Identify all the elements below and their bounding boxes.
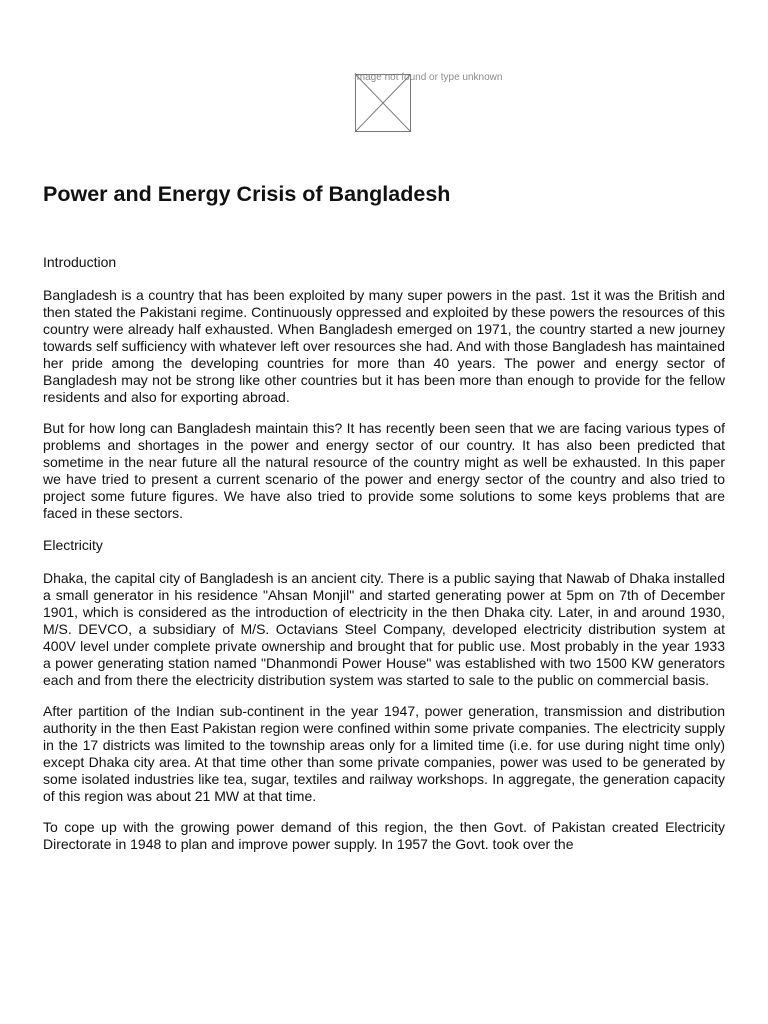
paragraph: Bangladesh is a country that has been exploited by many super powers in the past. 1st it was the British and then stated the Pakistani regime. Continuously oppressed and exploited by these powers the resources of this country were already half exhausted. When Bangladesh emerged on 1971, the country started a new journey towards self sufficiency with whatever left over resources she had. And with those Bangladesh has maintained her pride among the developing countries for more than 40 years. The power and energy sector of Bangladesh may not be strong like other countries but it has been more than enough to provide for the fellow residents and also for exporting abroad.: [43, 287, 725, 405]
paragraph: To cope up with the growing power demand of this region, the then Govt. of Pakistan created Electricity Directorate in 1948 to plan and improve power supply. In 1957 the Govt. took over the: [43, 819, 725, 852]
image-alt-text: Image not found or type unknown: [354, 72, 503, 83]
section-heading-introduction: Introduction: [43, 254, 117, 270]
section-heading-electricity: Electricity: [43, 537, 103, 553]
paragraph: But for how long can Bangladesh maintain this? It has recently been seen that we are facing various types of problems and shortages in the power and energy sector of our country. It has also been predicted that sometime in the near future all the natural resource of the country might as well be exhausted. In this paper we have tried to present a current scenario of the power and energy sector of the country and also tried to project some future figures. We have also tried to provide some solutions to some keys problems that are faced in these sectors.: [43, 420, 725, 521]
document-body: [43, 180, 725, 853]
document-title: Power and Energy Crisis of Bangladesh: [43, 182, 451, 206]
paragraph: After partition of the Indian sub-continent in the year 1947, power generation, transmission and distribution authority in the then East Pakistan region were confined within some private companies. The electricity supply in the 17 districts was limited to the township areas only for a limited time (i.e. for use during night time only) except Dhaka city area. At that time other than some private companies, power was used to be generated by some isolated industries like tea, sugar, textiles and railway workshops. In aggregate, the generation capacity of this region was about 21 MW at that time.: [43, 703, 725, 804]
paragraph: Dhaka, the capital city of Bangladesh is an ancient city. There is a public saying that Nawab of Dhaka installed a small generator in his residence "Ahsan Monjil" and started generating power at 5pm on 7th of December 1901, which is considered as the introduction of electricity in the then Dhaka city. Later, in and around 1930, M/S. DEVCO, a subsidiary of M/S. Octavians Steel Company, developed electricity distribution system at 400V level under complete private ownership and brought that for public use. Most probably in the year 1933 a power generating station named "Dhanmondi Power House" was established with two 1500 KW generators each and from there the electricity distribution system was started to sale to the public on commercial basis.: [43, 570, 725, 688]
